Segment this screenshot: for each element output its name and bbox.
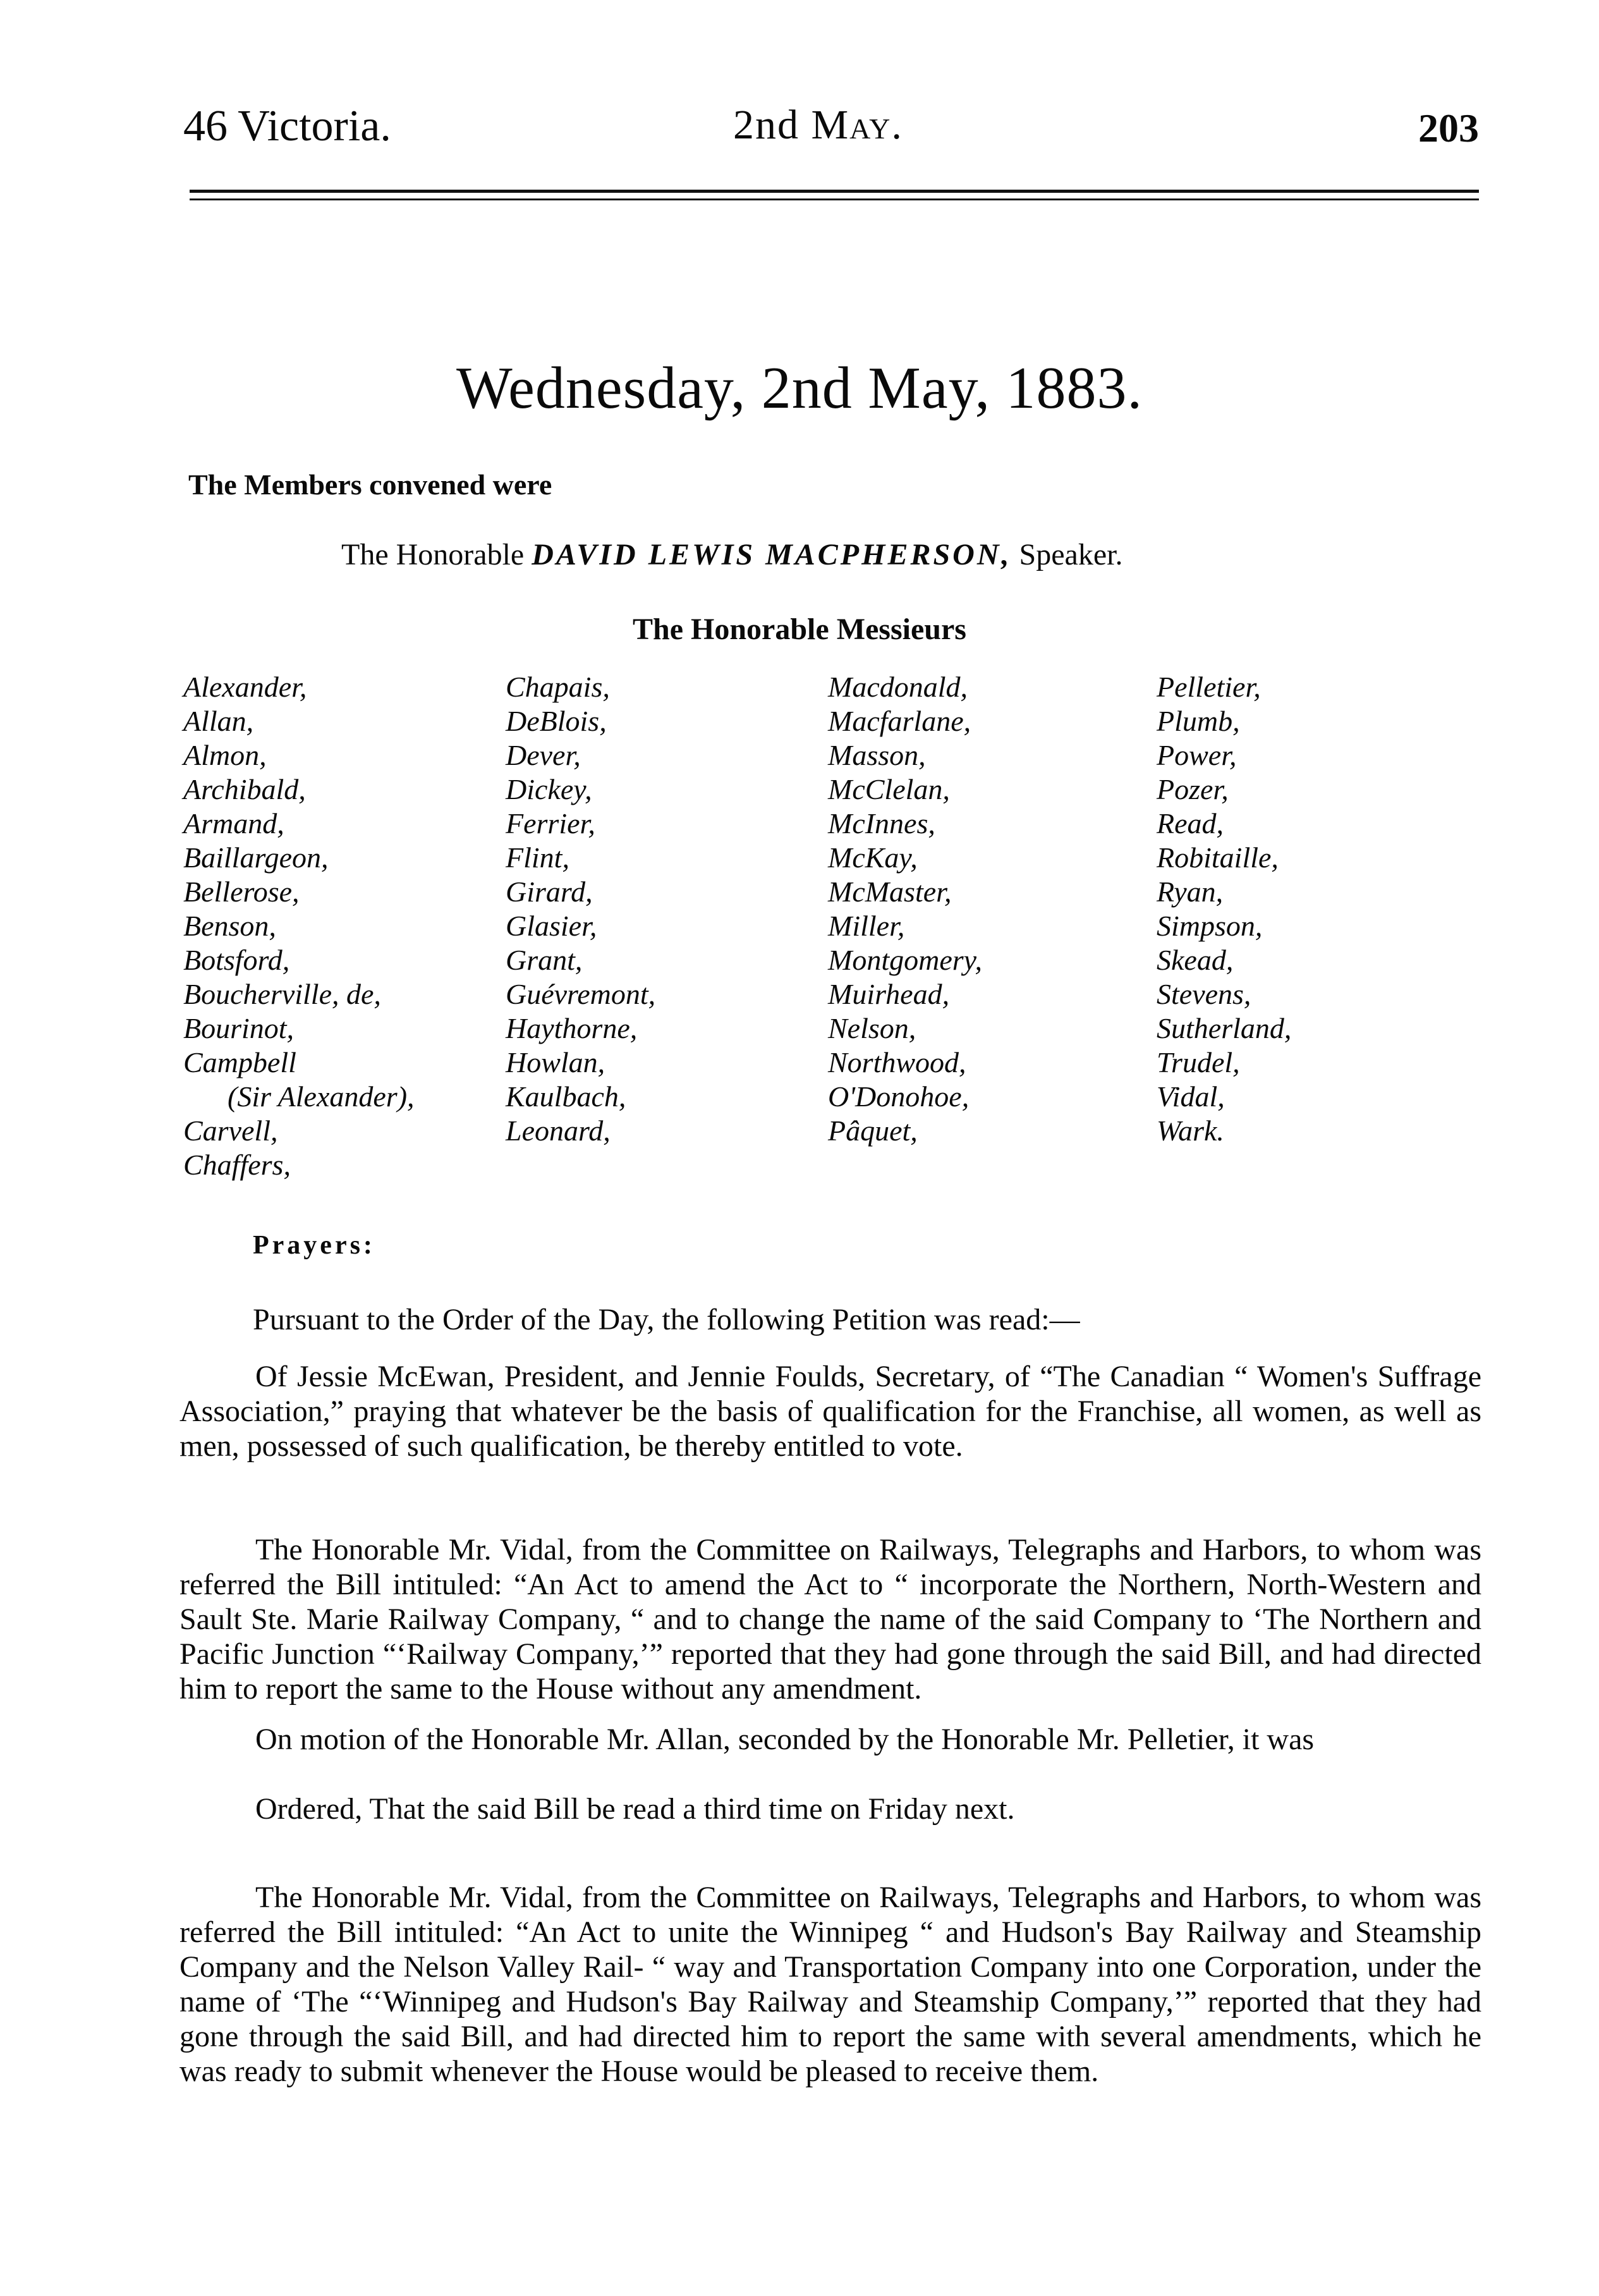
committee-report-paragraph: The Honorable Mr. Vidal, from the Committee on Railways, Telegraphs and Harbors, to whom was referred the Bill intituled: “An Act to amend the Act to “ incorporate the Northern, North-Western and Sault Ste. Marie Railway Company, “ and to change the name of the said Company to ‘The Northern and Pacific Junction “‘Railway Company,’” reported that they had gone through the said Bill, and had directed him to report the same to the House without any amendment. (179, 1533, 1481, 1706)
member-name: O'Donohoe, (828, 1080, 970, 1113)
prayers-heading: Prayers: (253, 1231, 375, 1260)
member-name: Bellerose, (183, 876, 300, 908)
member-name: Pelletier, (1157, 671, 1261, 703)
member-name: Guévremont, (506, 978, 656, 1010)
running-header (183, 101, 1479, 158)
member-name: Carvell, (183, 1114, 278, 1147)
regnal-year: 46 Victoria. (183, 102, 391, 150)
member-name: Archibald, (183, 773, 306, 805)
messieurs-heading: The Honorable Messieurs (633, 613, 966, 646)
member-name: Vidal, (1157, 1080, 1225, 1113)
ordered-paragraph: Ordered, That the said Bill be read a third time on Friday next. (255, 1792, 1015, 1826)
motion-paragraph: On motion of the Honorable Mr. Allan, seconded by the Honorable Mr. Pelletier, it was (255, 1723, 1315, 1756)
header-rule (190, 190, 1479, 193)
second-committee-report-paragraph: The Honorable Mr. Vidal, from the Committee on Railways, Telegraphs and Harbors, to whom was referred the Bill intituled: “An Act to unite the Winnipeg “ and Hudson's Bay Railway and Steamship Company and the Nelson Valley Rail- “ way and Transportation Company into one Corporation, under the name of ‘The “‘Winnipeg and Hudson's Bay Railway and Steamship Company,’” reported that they had gone through the said Bill, and had directed him to report the same with several amendments, which he was ready to submit whenever the House would be pleased to receive them. (179, 1881, 1481, 2088)
members-column-3 (828, 670, 982, 1148)
member-name: (Sir Alexander), (228, 1080, 415, 1113)
member-name: Glasier, (506, 910, 597, 942)
speaker-line (341, 537, 1122, 572)
order-of-day-paragraph: Pursuant to the Order of the Day, the following Petition was read:— (253, 1303, 1080, 1336)
speaker-name: DAVID LEWIS MACPHERSON, (532, 538, 1012, 571)
member-name: DeBlois, (506, 705, 607, 737)
member-name: Allan, (183, 705, 254, 737)
member-name: Dickey, (506, 773, 592, 805)
member-name: Girard, (506, 876, 593, 908)
member-name: Benson, (183, 910, 276, 942)
member-name: Haythorne, (506, 1012, 638, 1044)
member-name: Chapais, (506, 671, 610, 703)
member-name: McMaster, (828, 876, 952, 908)
member-name: Chaffers, (183, 1149, 291, 1181)
member-name: Robitaille, (1157, 841, 1279, 874)
member-name: Sutherland, (1157, 1012, 1292, 1044)
member-name: Wark. (1157, 1114, 1224, 1147)
member-name: Muirhead, (828, 978, 950, 1010)
convened-heading: The Members convened were (188, 468, 552, 501)
member-name: Trudel, (1157, 1046, 1240, 1078)
member-name: Power, (1157, 739, 1237, 771)
speaker-role: Speaker. (1019, 538, 1123, 571)
member-name: Miller, (828, 910, 905, 942)
member-name: Stevens, (1157, 978, 1251, 1010)
member-name: Campbell (183, 1046, 296, 1078)
member-name: McInnes, (828, 807, 935, 840)
member-name: Northwood, (828, 1046, 966, 1078)
members-column-2 (506, 670, 655, 1148)
member-name: Almon, (183, 739, 267, 771)
members-column-1 (183, 670, 415, 1182)
member-name: Macdonald, (828, 671, 968, 703)
member-name: Read, (1157, 807, 1224, 840)
members-column-4 (1157, 670, 1291, 1148)
member-name: Armand, (183, 807, 284, 840)
member-name: McClelan, (828, 773, 950, 805)
page-number: 203 (1418, 106, 1479, 150)
member-name: Kaulbach, (506, 1080, 626, 1113)
header-date-month: May. (811, 102, 903, 148)
member-name: Leonard, (506, 1114, 611, 1147)
member-name: Simpson, (1157, 910, 1263, 942)
member-name: Nelson, (828, 1012, 916, 1044)
member-name: Plumb, (1157, 705, 1240, 737)
member-name: Howlan, (506, 1046, 605, 1078)
speaker-prefix: The Honorable (341, 538, 525, 571)
member-name: Macfarlane, (828, 705, 971, 737)
petition-paragraph: Of Jessie McEwan, President, and Jennie Foulds, Secretary, of “The Canadian “ Women's Suffrage Association,” praying that whatever be the basis of qualification for the Franchise, all women, as well as men, possessed of such qualification, be thereby entitled to vote. (179, 1360, 1481, 1463)
member-name: Pozer, (1157, 773, 1229, 805)
header-date (733, 101, 903, 149)
member-name: Pâquet, (828, 1114, 918, 1147)
member-name: Montgomery, (828, 944, 983, 976)
member-name: Skead, (1157, 944, 1234, 976)
member-name: Baillargeon, (183, 841, 329, 874)
member-name: Dever, (506, 739, 581, 771)
member-name: Ryan, (1157, 876, 1224, 908)
member-name: Boucherville, de, (183, 978, 381, 1010)
member-name: Ferrier, (506, 807, 595, 840)
member-name: McKay, (828, 841, 918, 874)
member-name: Alexander, (183, 671, 307, 703)
page-title: Wednesday, 2nd May, 1883. (456, 355, 1143, 421)
members-list (183, 670, 1384, 1188)
header-rule-thin (190, 198, 1479, 200)
header-date-day: 2nd (733, 102, 800, 148)
member-name: Bourinot, (183, 1012, 295, 1044)
member-name: Flint, (506, 841, 569, 874)
member-name: Botsford, (183, 944, 290, 976)
member-name: Masson, (828, 739, 926, 771)
member-name: Grant, (506, 944, 583, 976)
